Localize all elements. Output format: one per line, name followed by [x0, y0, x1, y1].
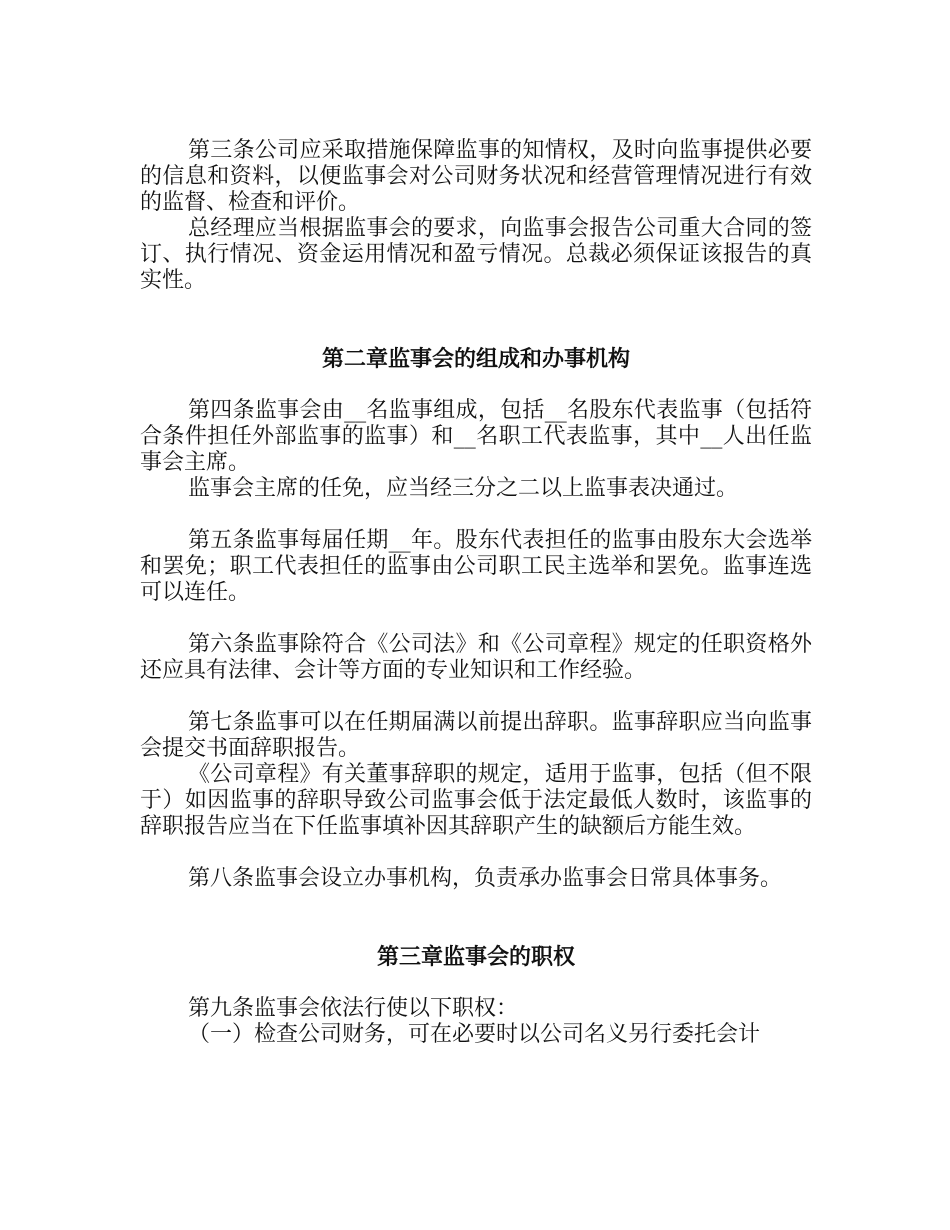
article-8-paragraph: 第八条监事会设立办事机构，负责承办监事会日常具体事务。 [188, 866, 783, 891]
article-9-paragraph: 第九条监事会依法行使以下职权： [188, 996, 519, 1021]
spacer [140, 606, 812, 632]
spacer [140, 840, 812, 866]
spacer [140, 684, 812, 710]
spacer [140, 372, 812, 398]
article-3-paragraph: 第三条公司应采取措施保障监事的知情权，及时向监事提供必要的信息和资料，以便监事会对公司财务状况和经营管理情况进行有效的监督、检查和评价。 [140, 138, 812, 215]
spacer [140, 970, 812, 996]
resignation-rule-paragraph: 《公司章程》有关董事辞职的规定，适用于监事，包括（但不限于）如因监事的辞职导致公司监事会低于法定最低人数时，该监事的辞职报告应当在下任监事填补因其辞职产生的缺额后方能生效。 [140, 762, 812, 839]
chair-appointment-paragraph: 监事会主席的任免，应当经三分之二以上监事表决通过。 [188, 476, 739, 501]
chapter-2-heading: 第二章监事会的组成和办事机构 [321, 346, 630, 372]
article-4-paragraph: 第四条监事会由__名监事组成，包括__名股东代表监事（包括符合条件担任外部监事的监事）和__名职工代表监事，其中__人出任监事会主席。 [140, 398, 812, 475]
general-manager-report-paragraph: 总经理应当根据监事会的要求，向监事会报告公司重大合同的签订、执行情况、资金运用情况和盈亏情况。总裁必须保证该报告的真实性。 [140, 216, 812, 293]
article-7-paragraph: 第七条监事可以在任期届满以前提出辞职。监事辞职应当向监事会提交书面辞职报告。 [140, 710, 812, 761]
spacer [140, 294, 812, 346]
power-item-1-paragraph: （一）检查公司财务，可在必要时以公司名义另行委托会计 [188, 1022, 761, 1047]
spacer [140, 892, 812, 944]
article-5-paragraph: 第五条监事每届任期__年。股东代表担任的监事由股东大会选举和罢免；职工代表担任的监事由公司职工民主选举和罢免。监事连选可以连任。 [140, 528, 812, 605]
chapter-3-heading: 第三章监事会的职权 [376, 944, 575, 970]
document-body [140, 138, 812, 1048]
spacer [140, 502, 812, 528]
article-6-paragraph: 第六条监事除符合《公司法》和《公司章程》规定的任职资格外还应具有法律、会计等方面的专业知识和工作经验。 [140, 632, 812, 683]
